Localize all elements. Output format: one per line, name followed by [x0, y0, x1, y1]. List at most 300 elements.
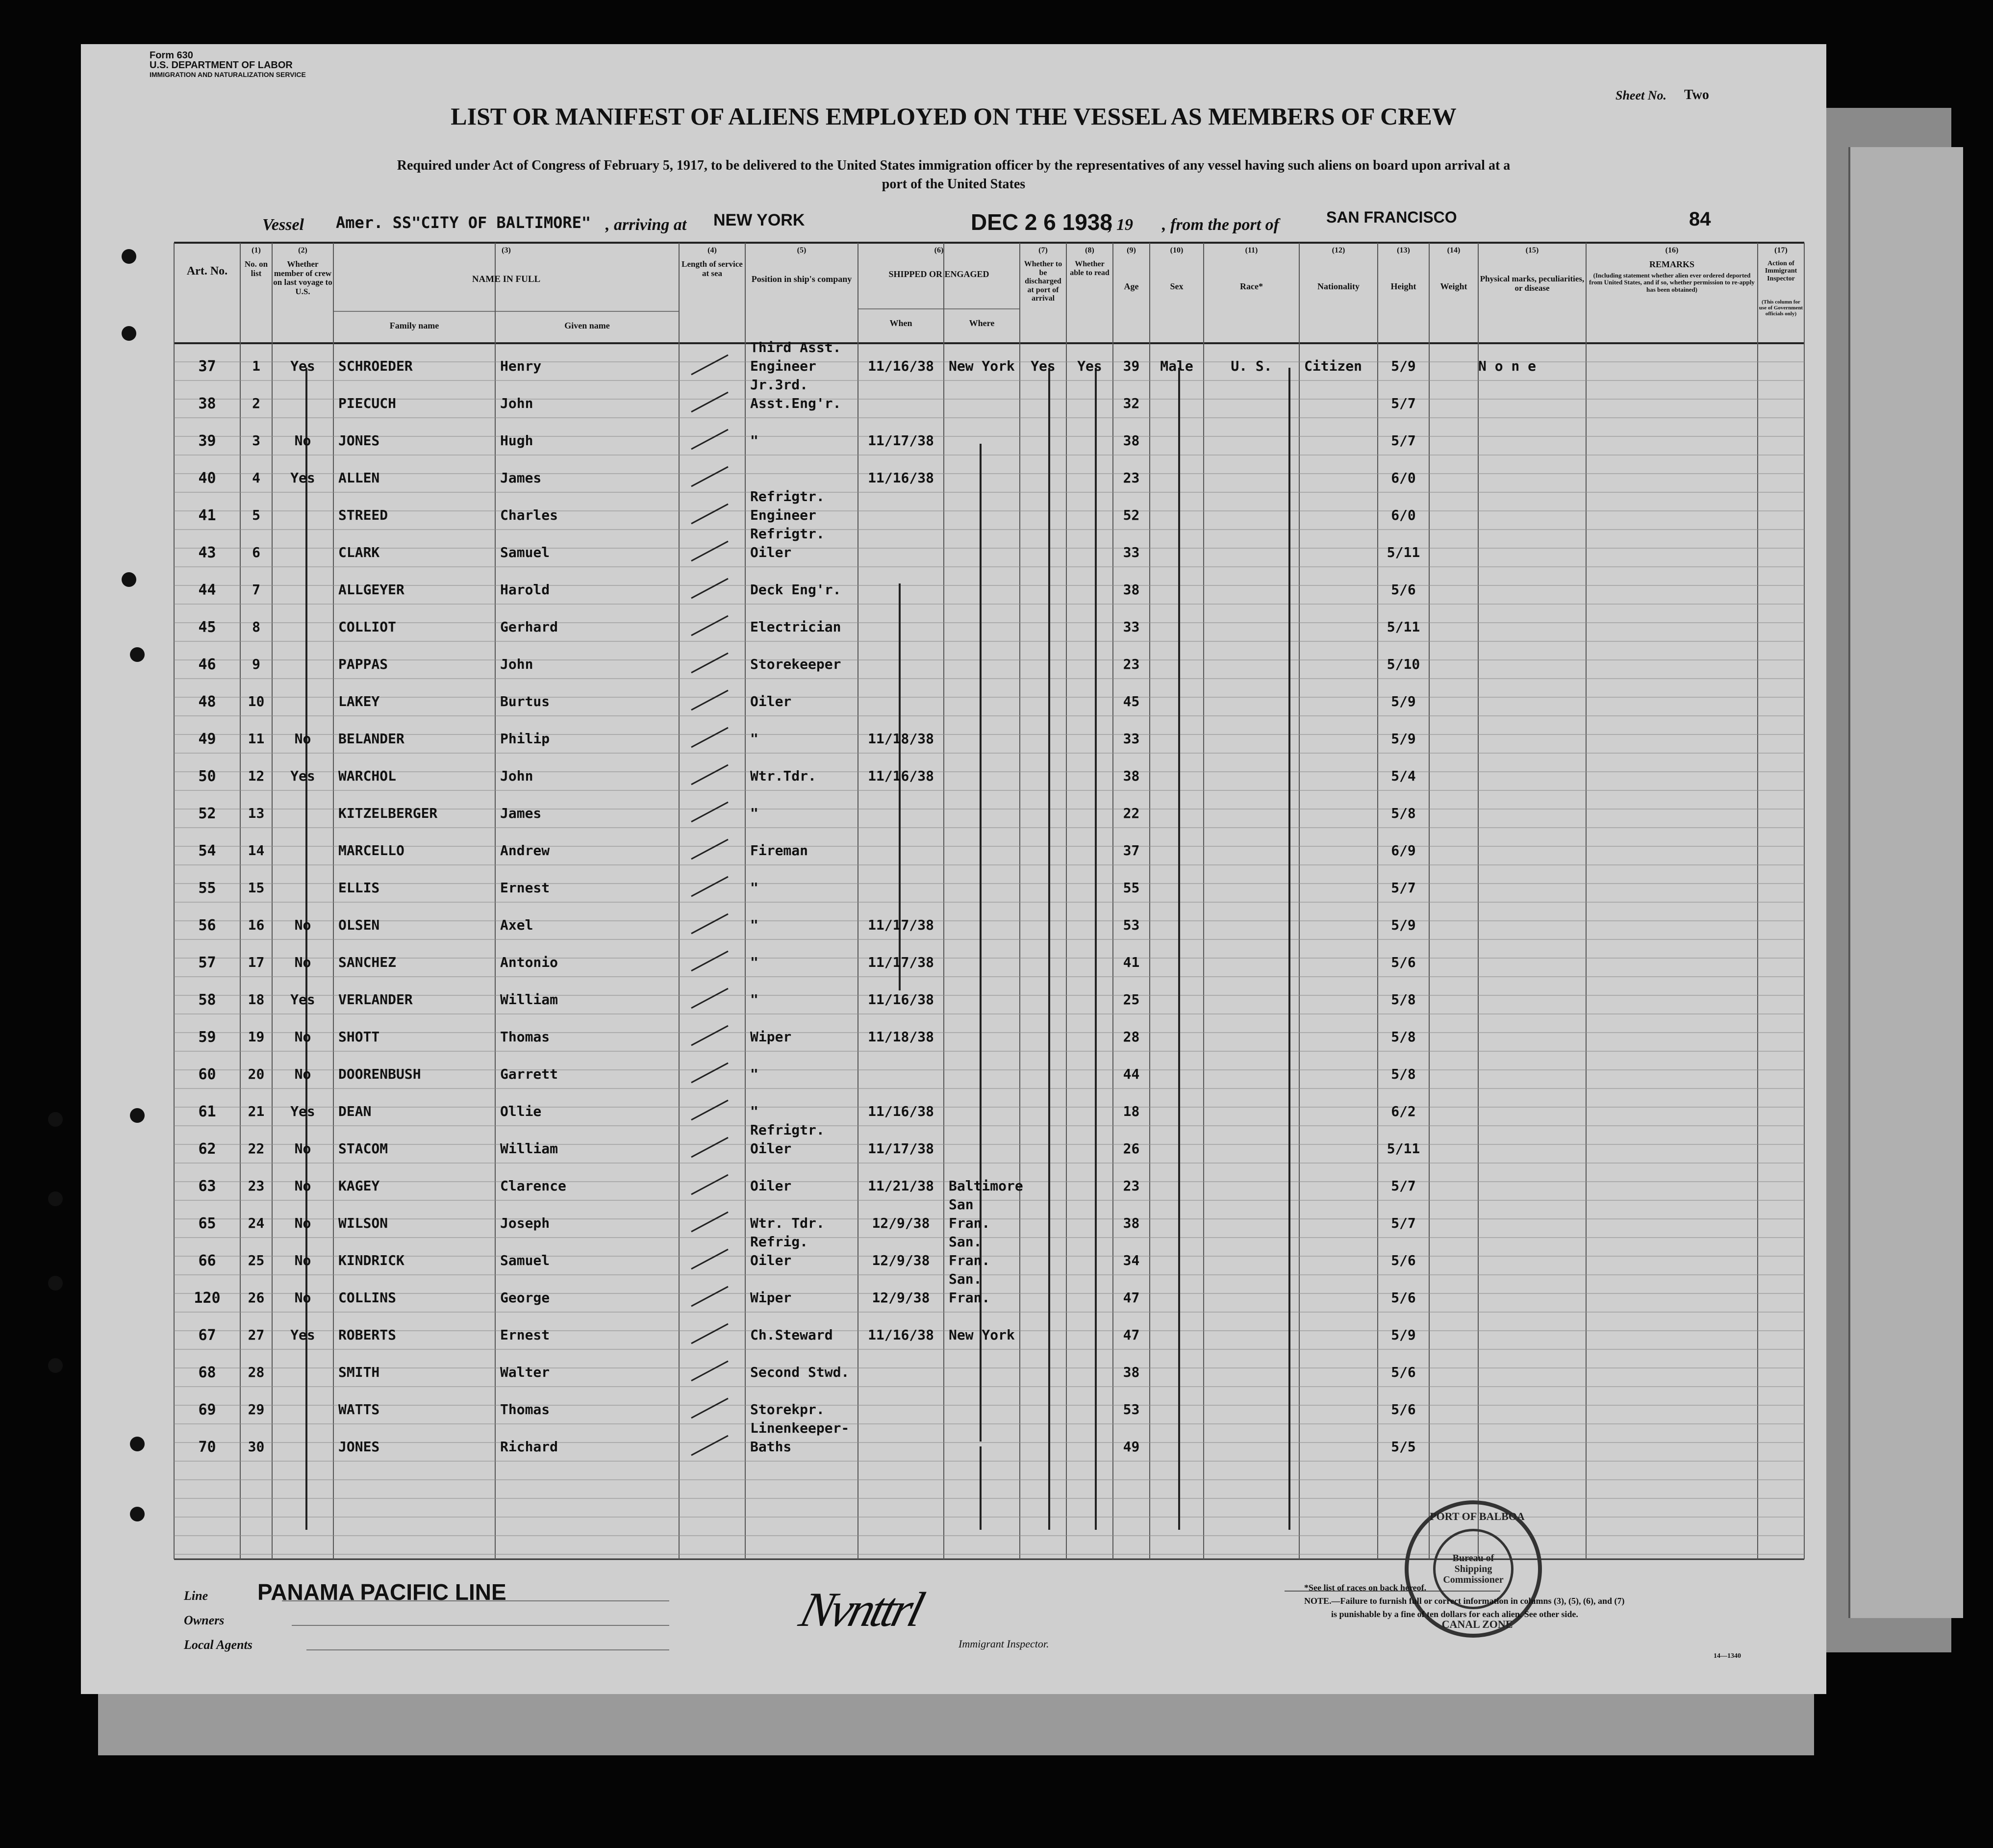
cell-height: 5/6	[1391, 954, 1416, 970]
form-code: 14—1340	[1714, 1652, 1741, 1660]
page-number: 84	[1689, 208, 1711, 230]
cell-last: Yes	[290, 470, 315, 486]
service-tick-mark	[691, 392, 728, 412]
cell-pos: "	[750, 731, 758, 747]
cell-height: 5/8	[1391, 805, 1416, 821]
service-tick-mark	[691, 728, 728, 747]
service-tick-mark	[691, 839, 728, 859]
cell-where: Fran.	[949, 1215, 990, 1231]
cell-given: Antonio	[500, 954, 558, 970]
cell-when: 12/9/38	[872, 1215, 930, 1231]
cell-art: 45	[198, 619, 216, 636]
cell-when: 12/9/38	[872, 1252, 930, 1268]
cell-marks: N o n e	[1478, 358, 1537, 374]
cell-height: 5/4	[1391, 768, 1416, 784]
cell-family: SHOTT	[338, 1029, 380, 1045]
line-label: Line	[184, 1589, 208, 1603]
service-tick-mark	[691, 1063, 728, 1083]
service-tick-mark	[691, 690, 728, 710]
cell-pos: Oiler	[750, 1140, 792, 1157]
cell-pos: Ch.Steward	[750, 1327, 833, 1343]
cell-pos: "	[750, 432, 758, 449]
service-tick-mark	[691, 430, 728, 449]
cell-pos: "	[750, 1066, 758, 1082]
service-tick-mark	[691, 1026, 728, 1045]
cell-no: 14	[248, 842, 265, 859]
cell-where: San.	[949, 1234, 982, 1250]
cell-pos: Second Stwd.	[750, 1364, 850, 1380]
cell-family: COLLIOT	[338, 619, 397, 635]
cell-when: 11/21/38	[868, 1178, 934, 1194]
cell-pos: Fireman	[750, 842, 808, 859]
cell-no: 30	[248, 1439, 265, 1455]
cell-art: 59	[198, 1029, 216, 1046]
cell-no: 3	[252, 432, 260, 449]
cell-when: 11/18/38	[868, 731, 934, 747]
service-tick-mark	[691, 802, 728, 822]
cell-given: Burtus	[500, 693, 550, 709]
cell-no: 21	[248, 1103, 265, 1119]
cell-family: BELANDER	[338, 731, 404, 747]
cell-last: Yes	[290, 358, 315, 374]
cell-pos: Wtr.Tdr.	[750, 768, 816, 784]
header-action-note: (This column for use of Government officials only)	[1759, 299, 1803, 317]
cell-given: George	[500, 1290, 550, 1306]
service-tick-mark	[691, 1249, 728, 1269]
cell-age: 55	[1123, 880, 1140, 896]
header-able-to-read: Whether able to read	[1070, 260, 1110, 277]
cell-family: WATTS	[338, 1401, 380, 1418]
column-number: (8)	[1085, 246, 1094, 254]
penalty-note: NOTE.—Failure to furnish full or correct information in columns (3), (5), (6), and (7)	[1304, 1596, 1625, 1606]
cell-where: New York	[949, 1327, 1015, 1343]
cell-pos: Oiler	[750, 693, 792, 709]
cell-last: No	[294, 1178, 311, 1194]
header-position: Position in ship's company	[751, 274, 852, 284]
service-tick-mark	[691, 1324, 728, 1343]
cell-height: 5/7	[1391, 432, 1416, 449]
cell-when: 11/18/38	[868, 1029, 934, 1045]
cell-height: 5/9	[1391, 1327, 1416, 1343]
cell-age: 33	[1123, 731, 1140, 747]
service-tick-mark	[691, 653, 728, 673]
column-number: (5)	[797, 246, 807, 254]
cell-pos: "	[750, 1103, 758, 1119]
agents-label: Local Agents	[184, 1638, 252, 1652]
cell-given: Walter	[500, 1364, 550, 1380]
cell-height: 5/11	[1387, 1140, 1420, 1157]
cell-where: Fran.	[949, 1252, 990, 1268]
cell-when: 11/16/38	[868, 470, 934, 486]
cell-art: 68	[198, 1364, 216, 1381]
cell-age: 33	[1123, 544, 1140, 560]
stamp-center-text: Bureau of Shipping Commissioner	[1433, 1529, 1514, 1609]
cell-family: DOORENBUSH	[338, 1066, 421, 1082]
header-weight: Weight	[1440, 281, 1467, 291]
cell-pos: "	[750, 880, 758, 896]
cell-height: 5/7	[1391, 880, 1416, 896]
service-tick-mark	[691, 877, 728, 896]
cell-height: 6/0	[1391, 507, 1416, 523]
cell-art: 63	[198, 1178, 216, 1195]
cell-pos: Asst.Eng'r.	[750, 395, 841, 411]
cell-family: STACOM	[338, 1140, 388, 1157]
cell-no: 23	[248, 1178, 265, 1194]
column-number: (4)	[707, 246, 717, 254]
cell-given: Samuel	[500, 1252, 550, 1268]
cell-family: PAPPAS	[338, 656, 388, 672]
column-number: (2)	[298, 246, 307, 254]
inspector-label: Immigrant Inspector.	[959, 1638, 1049, 1650]
cell-last: No	[294, 954, 311, 970]
service-tick-mark	[691, 1436, 728, 1455]
cell-no: 8	[252, 619, 260, 635]
cell-family: VERLANDER	[338, 991, 413, 1008]
cell-family: JONES	[338, 1439, 380, 1455]
cell-last: No	[294, 1066, 311, 1082]
cell-height: 5/9	[1391, 731, 1416, 747]
cell-given: Hugh	[500, 432, 533, 449]
cell-pos: Storekeeper	[750, 656, 841, 672]
arrival-date-stamp: DEC 2 6 1938	[971, 209, 1112, 235]
cell-pos: Wtr. Tdr.	[750, 1215, 825, 1231]
cell-age: 44	[1123, 1066, 1140, 1082]
header-art-no: Art. No.	[186, 265, 228, 278]
cell-art: 46	[198, 656, 216, 673]
cell-given: James	[500, 470, 542, 486]
cell-when: 12/9/38	[872, 1290, 930, 1306]
cell-art: 56	[198, 917, 216, 934]
cell-given: William	[500, 991, 558, 1008]
cell-art: 65	[198, 1215, 216, 1232]
cell-family: SCHROEDER	[338, 358, 413, 374]
cell-no: 20	[248, 1066, 265, 1082]
cell-height: 5/6	[1391, 1290, 1416, 1306]
cell-height: 5/9	[1391, 693, 1416, 709]
cell-art: 37	[198, 358, 216, 375]
service-tick-mark	[691, 1398, 728, 1418]
cell-given: Ernest	[500, 1327, 550, 1343]
service-tick-mark	[691, 504, 728, 524]
header-height: Height	[1390, 281, 1416, 291]
cell-art: 48	[198, 693, 216, 710]
column-number: (17)	[1774, 246, 1788, 254]
cell-age: 53	[1123, 1401, 1140, 1418]
cell-pos: Refrigtr.	[750, 526, 825, 542]
service-tick-mark	[691, 467, 728, 486]
cell-age: 38	[1123, 432, 1140, 449]
cell-no: 17	[248, 954, 265, 970]
cell-last: Yes	[290, 1327, 315, 1343]
cell-given: Garrett	[500, 1066, 558, 1082]
cell-age: 37	[1123, 842, 1140, 859]
column-number: (14)	[1447, 246, 1461, 254]
cell-height: 5/6	[1391, 582, 1416, 598]
service-tick-mark	[691, 355, 728, 375]
cell-height: 5/8	[1391, 1066, 1416, 1082]
column-number: (11)	[1245, 246, 1258, 254]
cell-height: 5/9	[1391, 358, 1416, 374]
cell-age: 32	[1123, 395, 1140, 411]
cell-pos: Oiler	[750, 544, 792, 560]
cell-no: 15	[248, 880, 265, 896]
service-tick-mark	[691, 616, 728, 635]
penalty-note-2: is punishable by a fine of ten dollars for each alien. See other side.	[1331, 1609, 1578, 1619]
service-tick-mark	[691, 1287, 728, 1306]
cell-pos: Linenkeeper-	[750, 1420, 850, 1436]
punch-hole	[48, 1112, 63, 1127]
cell-pos: Electrician	[750, 619, 841, 635]
cell-height: 5/7	[1391, 395, 1416, 411]
header-no-on-list: No. on list	[244, 259, 268, 278]
cell-given: John	[500, 656, 533, 672]
cell-where: Baltimore	[949, 1178, 1023, 1194]
cell-disch: Yes	[1031, 358, 1056, 374]
cell-given: Joseph	[500, 1215, 550, 1231]
cell-pos: Jr.3rd.	[750, 377, 808, 393]
cell-pos: "	[750, 805, 758, 821]
cell-where: Fran.	[949, 1290, 990, 1306]
manifest-sheet	[81, 44, 1826, 1694]
punch-hole	[48, 1276, 63, 1291]
column-number: (16)	[1665, 246, 1679, 254]
cell-art: 55	[198, 880, 216, 897]
cell-no: 16	[248, 917, 265, 933]
departure-port: SAN FRANCISCO	[1326, 208, 1457, 226]
cell-pos: Oiler	[750, 1252, 792, 1268]
cell-family: LAKEY	[338, 693, 380, 709]
column-number: (10)	[1170, 246, 1184, 254]
cell-no: 9	[252, 656, 260, 672]
cell-art: 41	[198, 507, 216, 524]
column-number: (7)	[1038, 246, 1048, 254]
vessel-label: Vessel	[262, 216, 304, 234]
cell-art: 52	[198, 805, 216, 822]
cell-age: 39	[1123, 358, 1140, 374]
service-tick-mark	[691, 1100, 728, 1120]
header-race: Race*	[1240, 281, 1263, 291]
service-tick-mark	[691, 1175, 728, 1194]
service-tick-mark	[691, 951, 728, 971]
stamp-bottom-text: CANAL ZONE	[1441, 1618, 1513, 1630]
cell-height: 6/2	[1391, 1103, 1416, 1119]
header-nationality: Nationality	[1317, 281, 1360, 291]
cell-art: 70	[198, 1439, 216, 1456]
cell-no: 6	[252, 544, 260, 560]
header-where: Where	[969, 318, 995, 328]
cell-family: WILSON	[338, 1215, 388, 1231]
header-action: Action of Immigrant Inspector	[1765, 260, 1797, 282]
cell-age: 38	[1123, 582, 1140, 598]
cell-no: 4	[252, 470, 260, 486]
cell-art: 43	[198, 544, 216, 561]
cell-when: 11/17/38	[868, 432, 934, 449]
service-tick-mark	[691, 1212, 728, 1232]
arriving-label: , arriving at	[605, 216, 687, 234]
cell-pos: Deck Eng'r.	[750, 582, 841, 598]
cell-when: 11/16/38	[868, 1103, 934, 1119]
cell-age: 45	[1123, 693, 1140, 709]
cell-age: 38	[1123, 768, 1140, 784]
header-discharged: Whether to be discharged at port of arrival	[1024, 260, 1062, 303]
cell-given: William	[500, 1140, 558, 1157]
cell-last: Yes	[290, 1103, 315, 1119]
cell-pos: "	[750, 954, 758, 970]
cell-pos: Refrigtr.	[750, 1122, 825, 1138]
page-title: LIST OR MANIFEST OF ALIENS EMPLOYED ON THE VESSEL AS MEMBERS OF CREW	[451, 102, 1457, 130]
punch-hole	[130, 1437, 145, 1451]
vessel-name: Amer. SS"CITY OF BALTIMORE"	[336, 213, 591, 232]
cell-no: 10	[248, 693, 265, 709]
punch-hole	[122, 572, 136, 587]
cell-no: 1	[252, 358, 260, 374]
cell-where: San.	[949, 1271, 982, 1287]
punch-hole	[48, 1191, 63, 1206]
header-name-in-full: NAME IN FULL	[472, 274, 541, 284]
header-sex: Sex	[1170, 281, 1184, 291]
service-tick-mark	[691, 1138, 728, 1157]
department: U.S. DEPARTMENT OF LABOR	[150, 60, 293, 71]
cell-given: Axel	[500, 917, 533, 933]
cell-no: 19	[248, 1029, 265, 1045]
cell-last: Yes	[290, 768, 315, 784]
cell-art: 66	[198, 1252, 216, 1269]
column-number: (12)	[1332, 246, 1345, 254]
column-number: (13)	[1397, 246, 1410, 254]
cell-height: 5/5	[1391, 1439, 1416, 1455]
cell-no: 13	[248, 805, 265, 821]
cell-height: 5/7	[1391, 1215, 1416, 1231]
cell-age: 49	[1123, 1439, 1140, 1455]
punch-hole	[130, 1507, 145, 1521]
cell-pos: "	[750, 991, 758, 1008]
cell-art: 49	[198, 731, 216, 748]
cell-given: James	[500, 805, 542, 821]
cell-family: JONES	[338, 432, 380, 449]
cell-family: SMITH	[338, 1364, 380, 1380]
cell-family: WARCHOL	[338, 768, 397, 784]
cell-given: Clarence	[500, 1178, 566, 1194]
cell-no: 12	[248, 768, 265, 784]
cell-no: 25	[248, 1252, 265, 1268]
cell-no: 11	[248, 731, 265, 747]
subtitle-2: port of the United States	[882, 177, 1026, 192]
cell-when: 11/17/38	[868, 917, 934, 933]
cell-height: 5/10	[1387, 656, 1420, 672]
cell-nat: Citizen	[1304, 358, 1362, 374]
cell-height: 5/8	[1391, 1029, 1416, 1045]
stamp-top-text: PORT OF BALBOA	[1430, 1510, 1525, 1522]
cell-age: 47	[1123, 1290, 1140, 1306]
cell-height: 5/6	[1391, 1252, 1416, 1268]
cell-no: 29	[248, 1401, 265, 1418]
punch-hole	[122, 249, 136, 264]
cell-art: 120	[194, 1290, 221, 1307]
cell-art: 50	[198, 768, 216, 785]
cell-given: Harold	[500, 582, 550, 598]
column-number: (15)	[1525, 246, 1539, 254]
punch-hole	[122, 326, 136, 341]
cell-given: Ollie	[500, 1103, 542, 1119]
cell-art: 67	[198, 1327, 216, 1344]
cell-family: KITZELBERGER	[338, 805, 438, 821]
cell-no: 22	[248, 1140, 265, 1157]
cell-age: 38	[1123, 1364, 1140, 1380]
cell-age: 47	[1123, 1327, 1140, 1343]
cell-pos: Wiper	[750, 1029, 792, 1045]
form-number: Form 630	[150, 50, 193, 61]
cell-art: 60	[198, 1066, 216, 1083]
owners-label: Owners	[184, 1613, 225, 1627]
header-family-name: Family name	[389, 321, 439, 330]
column-number: (1)	[252, 246, 261, 254]
cell-age: 23	[1123, 656, 1140, 672]
cell-pos: Refrigtr.	[750, 488, 825, 505]
cell-art: 44	[198, 582, 216, 599]
cell-art: 54	[198, 842, 216, 860]
cell-family: KAGEY	[338, 1178, 380, 1194]
cell-height: 5/7	[1391, 1178, 1416, 1194]
cell-age: 41	[1123, 954, 1140, 970]
cell-art: 38	[198, 395, 216, 412]
cell-no: 2	[252, 395, 260, 411]
cell-given: Samuel	[500, 544, 550, 560]
service-tick-mark	[691, 914, 728, 934]
cell-pos: Wiper	[750, 1290, 792, 1306]
column-number: (9)	[1127, 246, 1136, 254]
cell-art: 39	[198, 432, 216, 450]
cell-art: 61	[198, 1103, 216, 1120]
sheet-value: Two	[1684, 87, 1709, 102]
cell-last: No	[294, 1290, 311, 1306]
cell-pos: Storekpr.	[750, 1401, 825, 1418]
cell-given: John	[500, 395, 533, 411]
service-tick-mark	[691, 1361, 728, 1381]
cell-height: 6/0	[1391, 470, 1416, 486]
cell-last: No	[294, 731, 311, 747]
service-tick-mark	[691, 765, 728, 785]
cell-when: 11/17/38	[868, 1140, 934, 1157]
cell-pos: Refrig.	[750, 1234, 808, 1250]
cell-family: SANCHEZ	[338, 954, 397, 970]
cell-given: Henry	[500, 358, 542, 374]
cell-age: 25	[1123, 991, 1140, 1008]
cell-last: No	[294, 1140, 311, 1157]
cell-age: 23	[1123, 1178, 1140, 1194]
cell-no: 18	[248, 991, 265, 1008]
cell-height: 5/9	[1391, 917, 1416, 933]
from-label: , from the port of	[1162, 216, 1279, 234]
cell-family: PIECUCH	[338, 395, 397, 411]
cell-given: Andrew	[500, 842, 550, 859]
punch-hole	[130, 647, 145, 662]
header-physical-marks: Physical marks, peculiarities, or disease	[1480, 274, 1585, 293]
cell-age: 28	[1123, 1029, 1140, 1045]
header-length-of-service: Length of service at sea	[681, 259, 743, 278]
cell-pos: Engineer	[750, 358, 816, 374]
cell-given: Ernest	[500, 880, 550, 896]
cell-sex: Male	[1160, 358, 1193, 374]
cell-when: 11/16/38	[868, 1327, 934, 1343]
cell-last: No	[294, 1215, 311, 1231]
cell-art: 69	[198, 1401, 216, 1418]
cell-art: 57	[198, 954, 216, 971]
cell-family: DEAN	[338, 1103, 372, 1119]
cell-given: Charles	[500, 507, 558, 523]
cell-last: Yes	[290, 991, 315, 1008]
cell-age: 52	[1123, 507, 1140, 523]
cell-age: 23	[1123, 470, 1140, 486]
